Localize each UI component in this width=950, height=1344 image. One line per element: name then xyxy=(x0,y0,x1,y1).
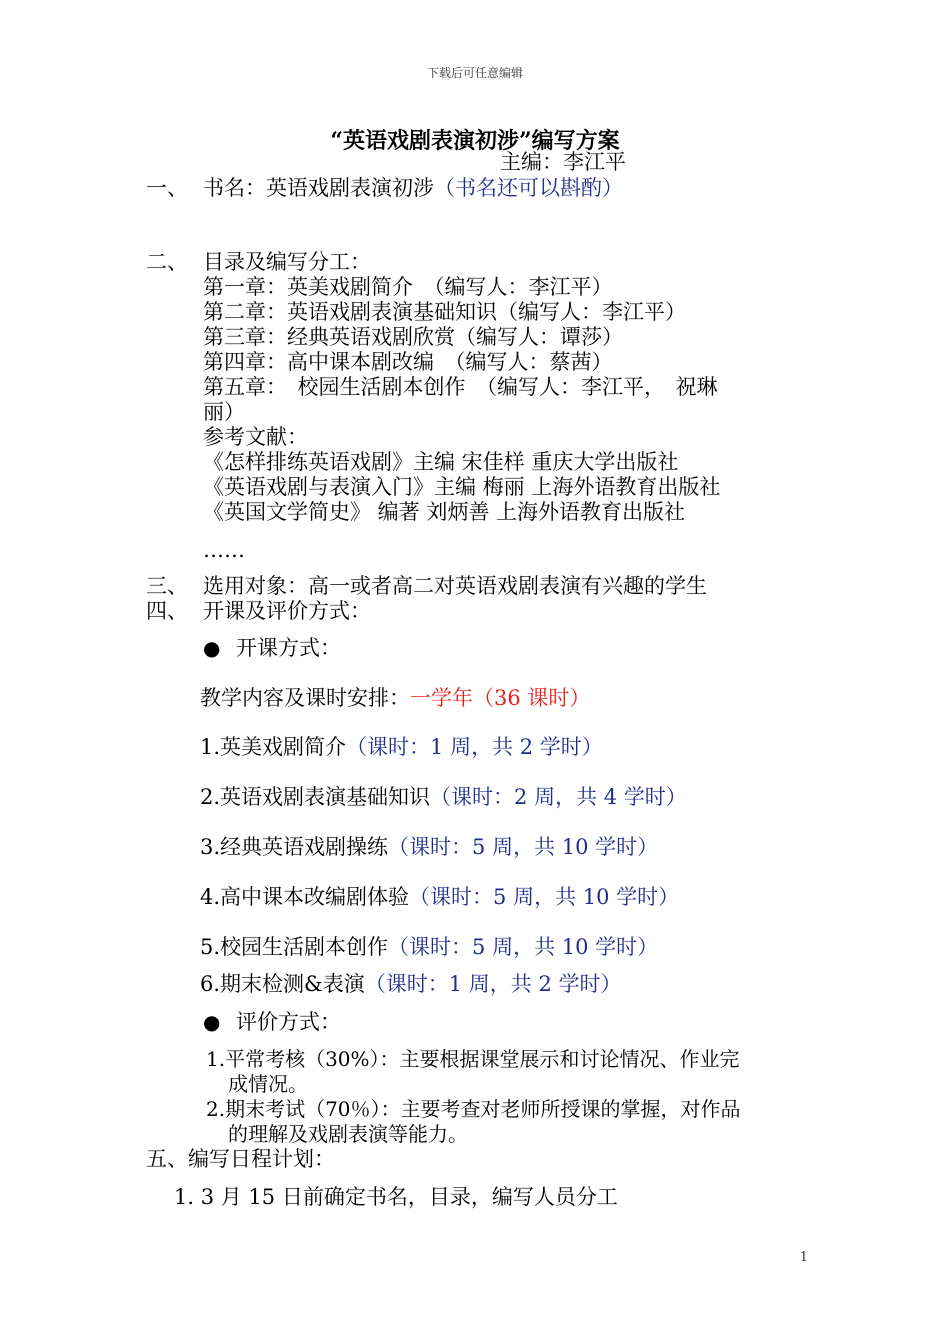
bullet-dot-icon: ● xyxy=(203,1010,221,1034)
course-hours: （课时：5 周，共 10 学时） xyxy=(388,935,659,959)
course-name: 6.期末检测&表演 xyxy=(200,972,365,996)
page-number: 1 xyxy=(799,1250,808,1265)
course-hours: （课时：1 周，共 2 学时） xyxy=(364,972,622,996)
chapter-1: 第一章：英美戏剧简介 （编写人：李江平） xyxy=(203,275,613,299)
chapter-2: 第二章：英语戏剧表演基础知识（编写人：李江平） xyxy=(203,300,686,324)
evaluation-1-cont: 成情况。 xyxy=(228,1072,308,1096)
chapter-4: 第四章：高中课本剧改编 （编写人：蔡茜） xyxy=(203,350,613,374)
chapter-5: 第五章： 校园生活剧本创作 （编写人：李江平， 祝琳 xyxy=(203,375,718,399)
references-heading: 参考文献： xyxy=(203,425,308,449)
evaluation-2-cont: 的理解及戏剧表演等能力。 xyxy=(228,1122,468,1146)
bullet-dot-icon: ● xyxy=(203,636,221,660)
course-item xyxy=(200,835,658,860)
course-item xyxy=(200,935,658,960)
editor-line: 主编：李江平 xyxy=(500,150,626,174)
reference-3: 《英国文学简史》 编著 刘炳善 上海外语教育出版社 xyxy=(203,500,686,524)
evaluation-heading: 评价方式： xyxy=(236,1010,341,1034)
page-header: 下载后可任意编辑 xyxy=(426,66,523,80)
schedule-item-1: 1. 3 月 15 日前确定书名，目录，编写人员分工 xyxy=(174,1185,618,1209)
course-hours: （课时：5 周，共 10 学时） xyxy=(388,835,659,859)
course-item xyxy=(200,735,603,760)
section-3-text: 选用对象：高一或者高二对英语戏剧表演有兴趣的学生 xyxy=(203,574,707,598)
course-name: 3.经典英语戏剧操练 xyxy=(200,835,389,859)
section-2-number: 二、 xyxy=(146,250,188,274)
course-name: 4.高中课本改编剧体验 xyxy=(200,885,410,909)
reference-2: 《英语戏剧与表演入门》主编 梅丽 上海外语教育出版社 xyxy=(203,475,721,499)
course-method-heading: 开课方式： xyxy=(236,636,341,660)
section-4-heading: 开课及评价方式： xyxy=(203,599,371,623)
references-ellipsis: …… xyxy=(203,538,245,562)
course-hours: （课时：1 周，共 2 学时） xyxy=(346,735,603,759)
schedule-line xyxy=(200,686,590,711)
evaluation-1: 1.平常考核（30%）：主要根据课堂展示和讨论情况、作业完 xyxy=(206,1047,740,1071)
section-4-number: 四、 xyxy=(146,599,188,623)
section-1-text xyxy=(203,176,623,201)
course-name: 5.校园生活剧本创作 xyxy=(200,935,389,959)
section-1-number: 一、 xyxy=(146,176,188,200)
course-name: 2.英语戏剧表演基础知识 xyxy=(200,785,431,809)
section-3-number: 三、 xyxy=(146,574,188,598)
course-hours: （课时：5 周，共 10 学时） xyxy=(409,885,680,909)
course-item xyxy=(200,785,687,810)
document-title: “英语戏剧表演初涉”编写方案 xyxy=(330,128,620,154)
chapter-5-cont: 丽） xyxy=(203,400,245,424)
course-item xyxy=(200,885,679,910)
course-item xyxy=(200,972,621,997)
evaluation-2: 2.期末考试（70％）：主要考查对老师所授课的掌握，对作品 xyxy=(206,1097,741,1121)
course-name: 1.英美戏剧简介 xyxy=(200,735,347,759)
reference-1: 《怎样排练英语戏剧》主编 宋佳样 重庆大学出版社 xyxy=(203,450,679,474)
course-hours: （课时：2 周，共 4 学时） xyxy=(430,785,687,809)
book-name: 书名：英语戏剧表演初涉 xyxy=(203,176,434,200)
section-5-heading: 五、编写日程计划： xyxy=(146,1147,335,1171)
schedule-value: 一学年（36 课时） xyxy=(410,686,591,710)
book-name-note: （书名还可以斟酌） xyxy=(434,176,623,200)
section-2-heading: 目录及编写分工： xyxy=(203,250,371,274)
schedule-label: 教学内容及课时安排： xyxy=(200,686,410,710)
chapter-3: 第三章：经典英语戏剧欣赏（编写人：谭莎） xyxy=(203,325,623,349)
